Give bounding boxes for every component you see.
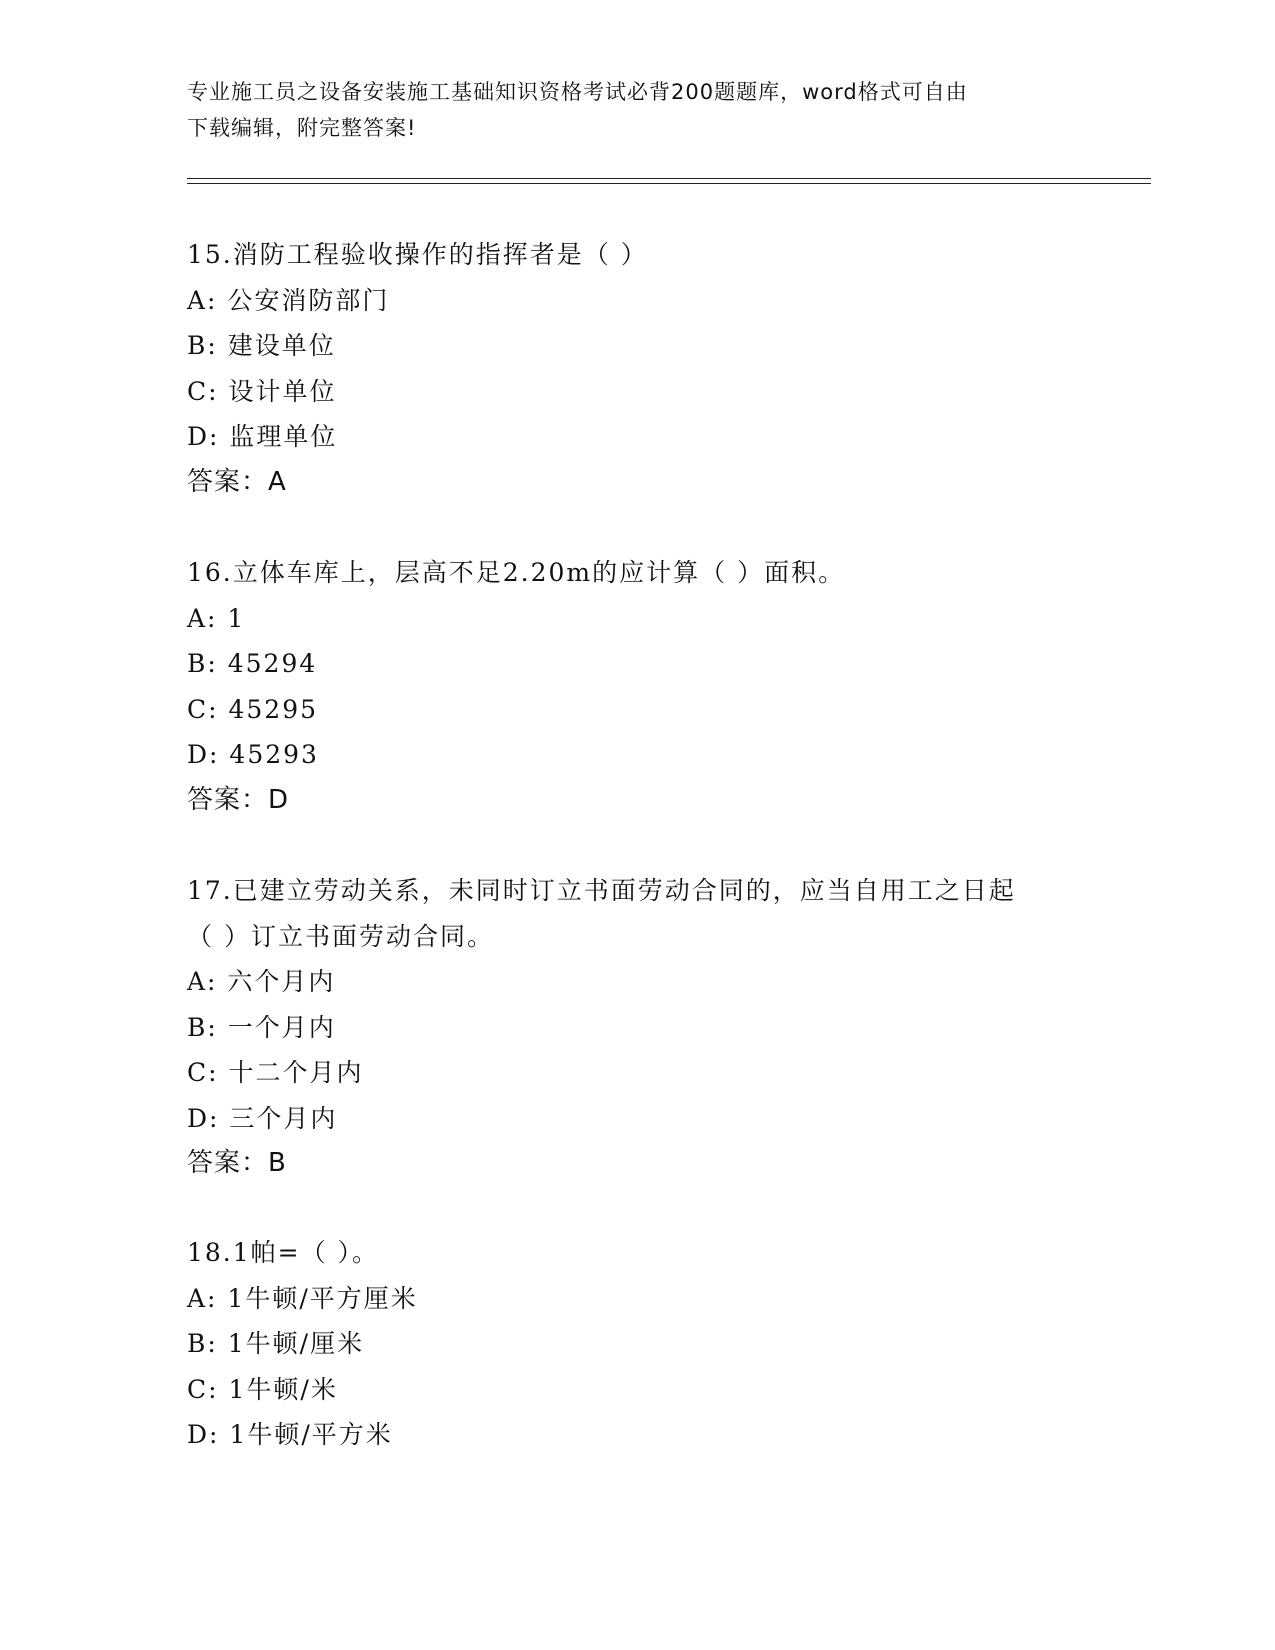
question-17 xyxy=(187,868,1087,1187)
answer: 答案：B xyxy=(187,1148,287,1178)
question-16 xyxy=(187,550,1087,823)
option-b: B: 建设单位 xyxy=(187,331,336,360)
header-divider-bottom xyxy=(187,183,1151,184)
option-b: B: 1牛顿/厘米 xyxy=(187,1329,365,1358)
question-stem-line-1: 17.已建立劳动关系，未同时订立书面劳动合同的，应当自用工之日起 xyxy=(187,876,1016,905)
question-stem: 15.消防工程验收操作的指挥者是（ ） xyxy=(187,240,648,269)
question-18 xyxy=(187,1230,1087,1458)
option-d: D: 监理单位 xyxy=(187,422,338,451)
question-stem: 16.立体车库上，层高不足2.20m的应计算（ ）面积。 xyxy=(187,558,846,587)
option-d: D: 三个月内 xyxy=(187,1103,338,1133)
option-a: A: 公安消防部门 xyxy=(187,285,390,315)
answer: 答案：A xyxy=(187,466,287,497)
option-b: B: 一个月内 xyxy=(187,1012,336,1042)
option-d: D: 45293 xyxy=(187,740,319,769)
option-a: A: 六个月内 xyxy=(187,967,336,996)
option-a: A: 1 xyxy=(187,603,246,633)
header-line-1: 专业施工员之设备安装施工基础知识资格考试必背200题题库，word格式可自由 xyxy=(187,80,968,104)
header-divider-top xyxy=(187,178,1151,179)
question-15 xyxy=(187,232,1087,505)
answer: 答案：D xyxy=(187,784,290,815)
option-c: C: 45295 xyxy=(187,694,319,724)
header-line-2: 下载编辑，附完整答案! xyxy=(187,116,417,140)
option-a: A: 1牛顿/平方厘米 xyxy=(187,1283,418,1313)
option-c: C: 十二个月内 xyxy=(187,1058,364,1087)
document-header xyxy=(187,74,1067,146)
option-c: C: 设计单位 xyxy=(187,376,337,406)
question-stem-line-2: （ ）订立书面劳动合同。 xyxy=(187,921,494,951)
option-c: C: 1牛顿/米 xyxy=(187,1374,338,1404)
option-d: D: 1牛顿/平方米 xyxy=(187,1420,393,1449)
option-b: B: 45294 xyxy=(187,649,318,678)
question-stem: 18.1帕=（ ）。 xyxy=(187,1238,380,1267)
